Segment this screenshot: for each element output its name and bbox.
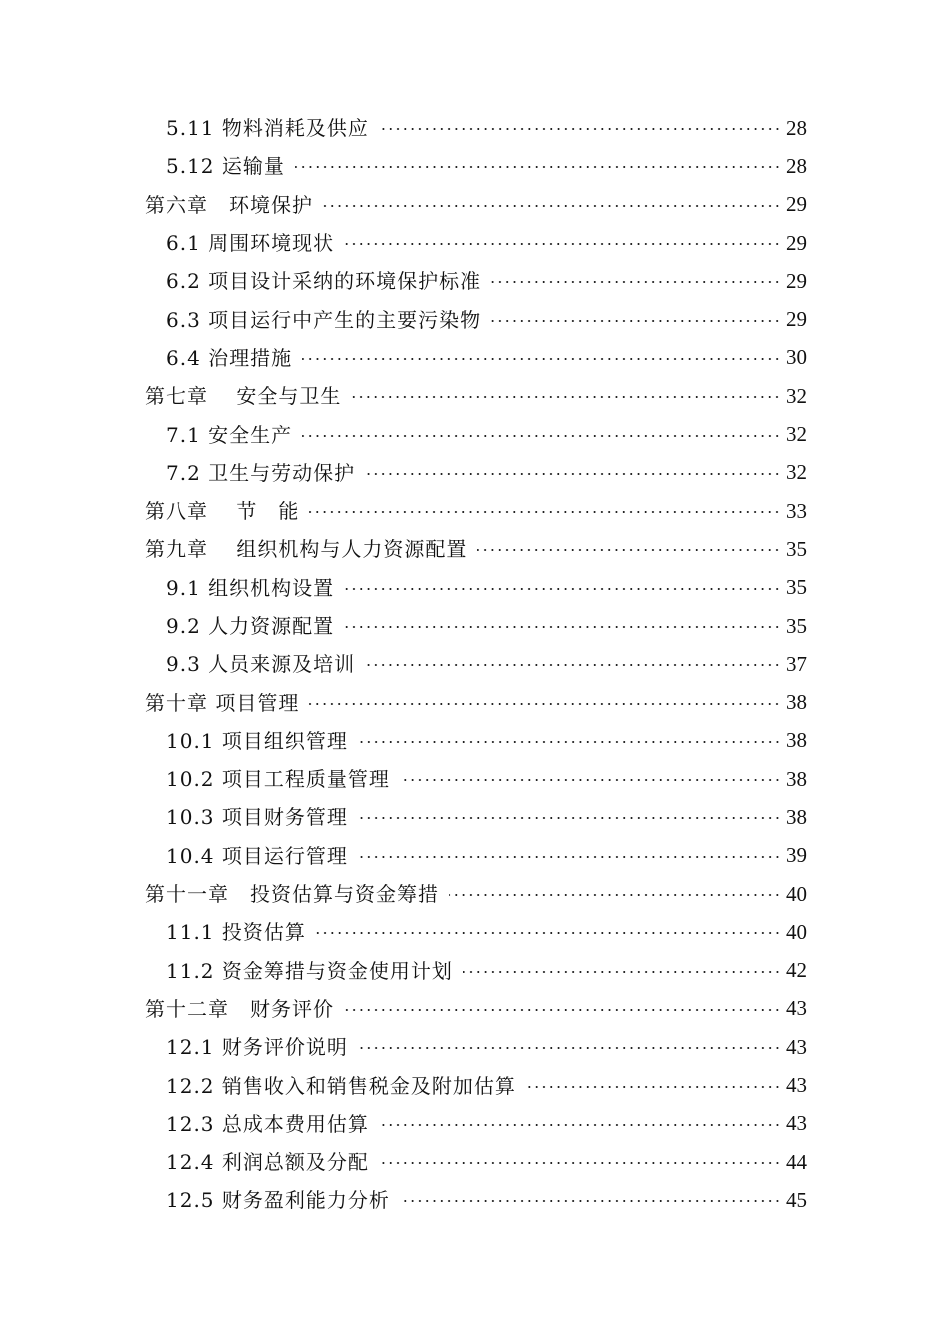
toc-chapter-entry[interactable] (0, 530, 950, 568)
toc-entry-page-number: 44 (786, 1149, 807, 1174)
toc-entry-page-number: 30 (786, 345, 807, 370)
dot-leader (358, 817, 781, 819)
toc-entry-title: 第八章 节 能 (145, 499, 300, 524)
dot-leader (379, 1124, 781, 1126)
toc-chapter-entry[interactable] (0, 875, 950, 913)
toc-entry-title: 12.1 财务评价说明 (166, 1035, 348, 1060)
toc-chapter-entry[interactable] (0, 492, 950, 530)
toc-entry-title: 11.2 资金筹措与资金使用计划 (166, 958, 453, 983)
toc-entry-page-number: 29 (786, 268, 807, 293)
toc-entry-title: 12.5 财务盈利能力分析 (166, 1188, 390, 1213)
dot-leader (463, 971, 781, 973)
toc-chapter-entry[interactable] (0, 377, 950, 415)
toc-section-entry[interactable] (0, 147, 950, 185)
toc-entry-title: 7.1 安全生产 (166, 422, 293, 447)
dot-leader (365, 473, 781, 475)
toc-entry-title: 10.3 项目财务管理 (166, 805, 348, 830)
toc-entry-title: 第十二章 财务评价 (145, 996, 334, 1021)
toc-entry-page-number: 40 (786, 881, 807, 906)
toc-entry-title: 6.4 治理措施 (166, 345, 293, 370)
toc-entry-page-number: 38 (786, 804, 807, 829)
toc-entry-page-number: 40 (786, 919, 807, 944)
toc-entry-title: 9.1 组织机构设置 (166, 575, 335, 600)
toc-chapter-entry[interactable] (0, 990, 950, 1028)
toc-entry-title: 第七章 安全与卫生 (145, 384, 342, 409)
dot-leader (365, 664, 781, 666)
toc-entry-title: 9.2 人力资源配置 (166, 614, 335, 638)
toc-entry-page-number: 28 (786, 115, 807, 140)
toc-entry-title: 10.2 项目工程质量管理 (166, 767, 390, 792)
toc-entry-page-number: 43 (786, 1034, 807, 1059)
toc-section-entry[interactable] (0, 569, 950, 607)
toc-section-entry[interactable] (0, 607, 950, 645)
dot-leader (344, 626, 781, 628)
toc-entry-title: 9.3 人员来源及培训 (166, 652, 356, 677)
toc-section-entry[interactable] (0, 952, 950, 990)
toc-entry-page-number: 43 (786, 1111, 807, 1136)
toc-section-entry[interactable] (0, 913, 950, 951)
toc-section-entry[interactable] (0, 645, 950, 683)
toc-entry-title: 12.4 利润总额及分配 (166, 1150, 369, 1175)
dot-leader (344, 1009, 781, 1011)
dot-leader (400, 1200, 781, 1202)
toc-entry-page-number: 35 (786, 575, 807, 600)
dot-leader (358, 856, 781, 858)
toc-entry-page-number: 29 (786, 230, 807, 255)
dot-leader (302, 358, 781, 360)
toc-entry-page-number: 39 (786, 843, 807, 868)
toc-entry-page-number: 42 (786, 958, 807, 983)
dot-leader (379, 128, 781, 130)
toc-entry-title: 12.3 总成本费用估算 (166, 1111, 369, 1136)
toc-entry-title: 第九章 组织机构与人力资源配置 (145, 537, 468, 562)
toc-section-entry[interactable] (0, 415, 950, 453)
toc-entry-page-number: 38 (786, 766, 807, 791)
toc-section-entry[interactable] (0, 1143, 950, 1181)
toc-entry-title: 6.1 周围环境现状 (166, 231, 335, 256)
dot-leader (323, 205, 781, 207)
dot-leader (316, 932, 781, 934)
toc-entry-page-number: 45 (786, 1187, 807, 1212)
toc-chapter-entry[interactable] (0, 186, 950, 224)
toc-section-entry[interactable] (0, 1066, 950, 1104)
toc-section-entry[interactable] (0, 722, 950, 760)
toc-entry-title: 6.3 项目运行中产生的主要污染物 (166, 307, 482, 332)
toc-entry-title: 5.11 物料消耗及供应 (166, 116, 369, 141)
toc-entry-page-number: 43 (786, 996, 807, 1021)
toc-entry-page-number: 32 (786, 383, 807, 408)
dot-leader (309, 511, 781, 513)
toc-section-entry[interactable] (0, 109, 950, 147)
dot-leader (491, 320, 781, 322)
dot-leader (526, 1086, 781, 1088)
toc-entry-title: 11.1 投资估算 (166, 920, 306, 945)
toc-section-entry[interactable] (0, 760, 950, 798)
toc-entry-title: 10.4 项目运行管理 (166, 843, 348, 868)
toc-entry-page-number: 33 (786, 498, 807, 523)
dot-leader (491, 281, 781, 283)
dot-leader (295, 166, 781, 168)
toc-entry-title: 10.1 项目组织管理 (166, 728, 348, 753)
toc-entry-title: 6.2 项目设计采纳的环境保护标准 (166, 269, 482, 294)
dot-leader (309, 703, 781, 705)
dot-leader (344, 243, 781, 245)
dot-leader (358, 1047, 781, 1049)
toc-section-entry[interactable] (0, 1181, 950, 1219)
toc-entry-title: 第十章 项目管理 (145, 690, 300, 715)
dot-leader (449, 894, 781, 896)
toc-section-entry[interactable] (0, 798, 950, 836)
toc-section-entry[interactable] (0, 1028, 950, 1066)
toc-section-entry[interactable] (0, 837, 950, 875)
toc-section-entry[interactable] (0, 300, 950, 338)
dot-leader (379, 1162, 781, 1164)
toc-entry-page-number: 29 (786, 192, 807, 217)
dot-leader (344, 588, 781, 590)
toc-section-entry[interactable] (0, 339, 950, 377)
toc-section-entry[interactable] (0, 1105, 950, 1143)
toc-entry-title: 12.2 销售收入和销售税金及附加估算 (166, 1073, 516, 1098)
dot-leader (477, 549, 781, 551)
toc-entry-page-number: 32 (786, 460, 807, 485)
toc-section-entry[interactable] (0, 224, 950, 262)
toc-entry-page-number: 43 (786, 1073, 807, 1098)
table-of-contents (0, 109, 950, 1220)
dot-leader (351, 396, 781, 398)
toc-entry-page-number: 35 (786, 613, 807, 638)
toc-entry-title: 第十一章 投资估算与资金筹措 (145, 882, 439, 907)
toc-section-entry[interactable] (0, 454, 950, 492)
toc-entry-title: 7.2 卫生与劳动保护 (166, 460, 356, 485)
toc-entry-page-number: 28 (786, 153, 807, 178)
dot-leader (358, 741, 781, 743)
toc-entry-page-number: 38 (786, 690, 807, 715)
toc-entry-page-number: 38 (786, 728, 807, 753)
toc-chapter-entry[interactable] (0, 683, 950, 721)
toc-entry-title: 第六章 环境保护 (145, 192, 313, 217)
dot-leader (400, 779, 781, 781)
toc-entry-page-number: 32 (786, 422, 807, 447)
toc-entry-page-number: 37 (786, 651, 807, 676)
toc-entry-page-number: 29 (786, 307, 807, 332)
toc-entry-title: 5.12 运输量 (166, 154, 285, 179)
toc-section-entry[interactable] (0, 262, 950, 300)
dot-leader (302, 435, 781, 437)
toc-entry-page-number: 35 (786, 536, 807, 561)
